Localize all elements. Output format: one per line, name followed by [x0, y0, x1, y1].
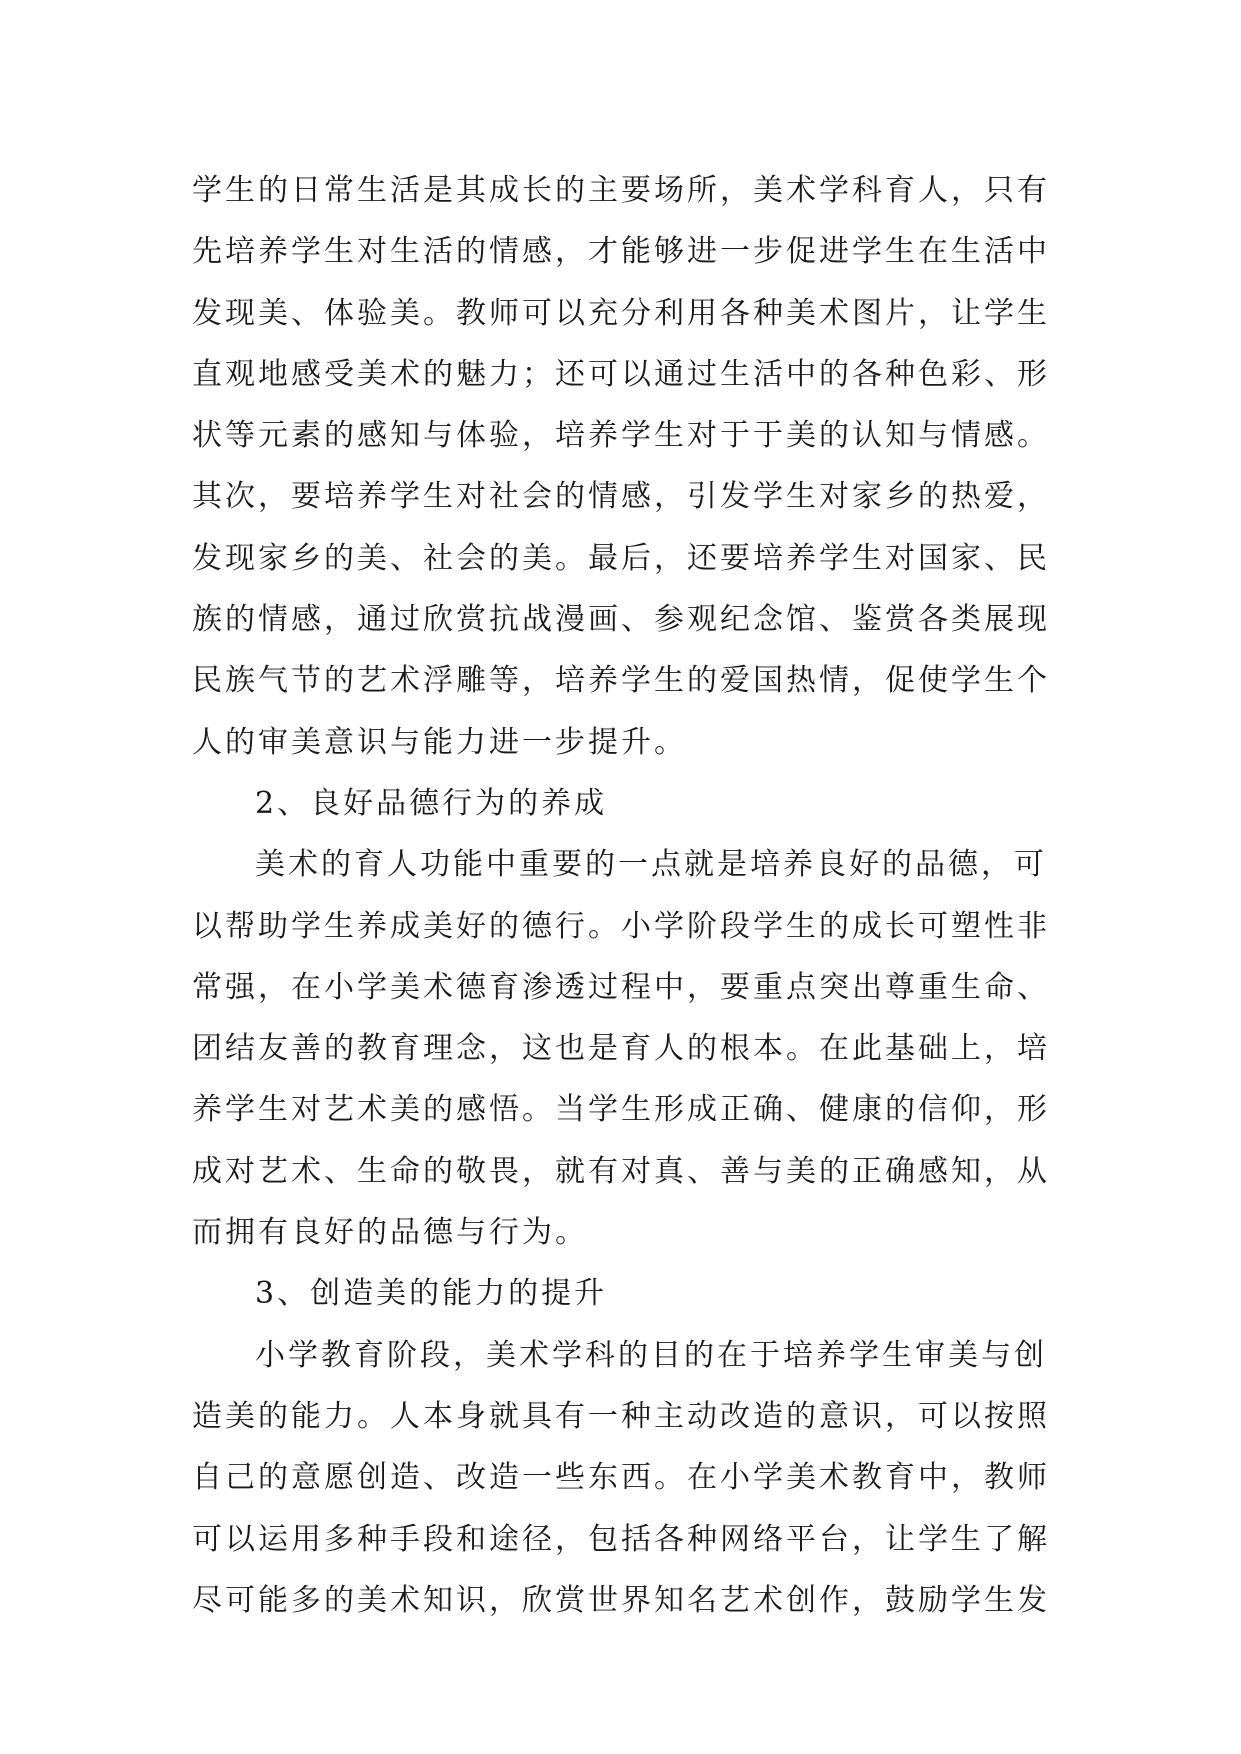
text-line: 人的审美意识与能力进一步提升。 — [192, 724, 687, 760]
paragraph-first-line: 美术的育人功能中重要的一点就是培养良好的品德，可 — [255, 847, 1047, 883]
text-line: 养学生对艺术美的感悟。当学生形成正确、健康的信仰，形 — [192, 1092, 1050, 1128]
text-line: 发现美、体验美。教师可以充分利用各种美术图片，让学生 — [192, 295, 1050, 331]
section-heading: 3、创造美的能力的提升 — [255, 1276, 608, 1312]
text-line: 可以运用多种手段和途径，包括各种网络平台，让学生了解 — [192, 1521, 1050, 1557]
text-line: 以帮助学生养成美好的德行。小学阶段学生的成长可塑性非 — [192, 908, 1050, 944]
text-line: 而拥有良好的品德与行为。 — [192, 1215, 588, 1251]
text-line: 常强，在小学美术德育渗透过程中，要重点突出尊重生命、 — [192, 969, 1050, 1005]
paragraph-first-line: 小学教育阶段，美术学科的目的在于培养学生审美与创 — [255, 1337, 1047, 1373]
text-line: 成对艺术、生命的敬畏，就有对真、善与美的正确感知，从 — [192, 1153, 1050, 1189]
text-line: 民族气节的艺术浮雕等，培养学生的爱国热情，促使学生个 — [192, 663, 1050, 699]
text-line: 族的情感，通过欣赏抗战漫画、参观纪念馆、鉴赏各类展现 — [192, 602, 1050, 638]
text-line: 团结友善的教育理念，这也是育人的根本。在此基础上，培 — [192, 1031, 1050, 1067]
section-heading: 2、良好品德行为的养成 — [255, 785, 608, 821]
text-line: 尽可能多的美术知识，欣赏世界知名艺术创作，鼓励学生发 — [192, 1582, 1050, 1618]
document-body — [192, 160, 1072, 1631]
text-line: 其次，要培养学生对社会的情感，引发学生对家乡的热爱， — [192, 479, 1050, 515]
text-line: 直观地感受美术的魅力；还可以通过生活中的各种色彩、形 — [192, 356, 1050, 392]
text-line: 发现家乡的美、社会的美。最后，还要培养学生对国家、民 — [192, 540, 1050, 576]
text-line: 自己的意愿创造、改造一些东西。在小学美术教育中，教师 — [192, 1460, 1050, 1496]
text-line: 造美的能力。人本身就具有一种主动改造的意识，可以按照 — [192, 1398, 1050, 1434]
text-line: 先培养学生对生活的情感，才能够进一步促进学生在生活中 — [192, 234, 1050, 270]
text-line: 状等元素的感知与体验，培养学生对于于美的认知与情感。 — [192, 418, 1050, 454]
text-line: 学生的日常生活是其成长的主要场所，美术学科育人，只有 — [192, 173, 1050, 208]
